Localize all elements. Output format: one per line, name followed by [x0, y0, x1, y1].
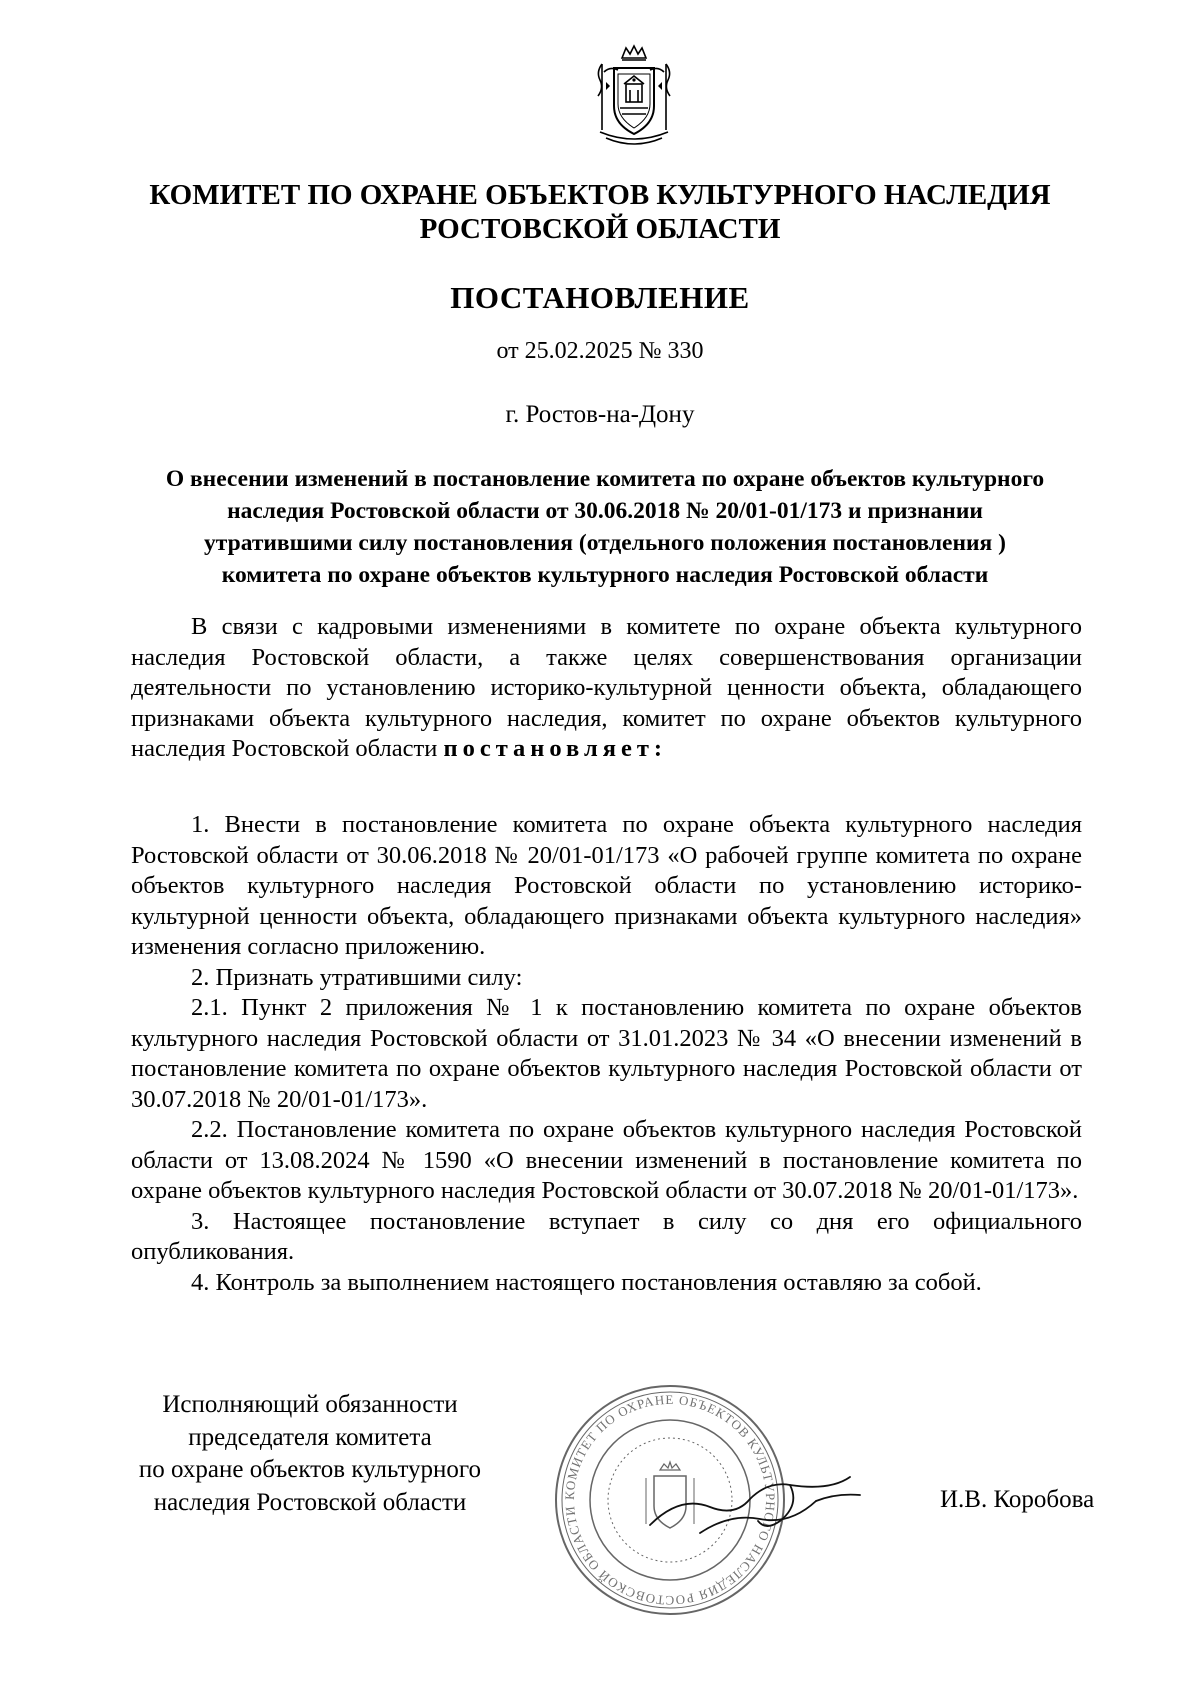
- subject-line-3: утратившими силу постановления (отдельного положения постановления ): [204, 530, 1006, 556]
- signatory-position-line-2: председателя комитета: [188, 1423, 432, 1451]
- signer-name: И.В. Коробова: [940, 1486, 1095, 1513]
- signatory-position-line-1: Исполняющий обязанности: [162, 1391, 458, 1418]
- preamble-paragraph: [131, 612, 1082, 765]
- organization-name-line-2: РОСТОВСКОЙ ОБЛАСТИ: [419, 213, 781, 245]
- item-4: 4. Контроль за выполнением настоящего постановления оставляю за собой.: [191, 1268, 982, 1296]
- subject-line-4: комитета по охране объектов культурного наследия Ростовской области: [221, 562, 989, 588]
- document-subject: [130, 463, 1080, 591]
- organization-name: [0, 178, 1200, 246]
- document-date-number: от 25.02.2025 № 330: [496, 338, 704, 364]
- signatory-position: [100, 1389, 520, 1519]
- seal-ring-text: КОМИТЕТ ПО ОХРАНЕ ОБЪЕКТОВ КУЛЬТУРНОГО НАСЛЕДИЯ РОСТОВСКОЙ ОБЛАСТИ: [561, 1391, 779, 1609]
- item-2: 2. Признать утратившими силу:: [191, 963, 523, 991]
- preamble-text: В связи с кадровыми изменениями в комитете по охране объекта культурного наследия Ростовской области, а также целях совершенствования организации деятельности по установлению историко-культурной ценности объекта, обладающего признаками объекта культурного наследия, комитет по охране объектов культурного наследия Ростовской области: [131, 613, 1082, 762]
- coat-of-arms-icon: [590, 42, 678, 148]
- item-3: 3. Настоящее постановление вступает в силу со дня его официального опубликования.: [131, 1207, 1082, 1265]
- signatory-position-line-3: по охране объектов культурного: [138, 1456, 482, 1483]
- document-city: г. Ростов-на-Дону: [505, 401, 695, 428]
- handwritten-signature: [640, 1455, 870, 1555]
- decree-word: постановляет:: [443, 735, 668, 762]
- organization-name-line-1: КОМИТЕТ ПО ОХРАНЕ ОБЪЕКТОВ КУЛЬТУРНОГО НАСЛЕДИЯ: [149, 179, 1051, 211]
- subject-line-2: наследия Ростовской области от 30.06.2018 № 20/01-01/173 и признании: [227, 498, 983, 524]
- item-2-2: 2.2. Постановление комитета по охране объектов культурного наследия Ростовской области от 13.08.2024 № 1590 «О внесении изменений в постановление комитета по охране объектов культурного наследия Ростовской области от 30.07.2018 № 20/01-01/173».: [131, 1116, 1082, 1204]
- document-type: ПОСТАНОВЛЕНИЕ: [450, 280, 750, 315]
- preamble: [131, 612, 1082, 765]
- item-2-1: 2.1. Пункт 2 приложения № 1 к постановлению комитета по охране объектов культурного наследия Ростовской области от 31.01.2023 № 34 «О внесении изменений в постановление комитета по охране объектов культурного наследия Ростовской области от 30.07.2018 № 20/01-01/173».: [131, 994, 1082, 1113]
- signatory-position-line-4: наследия Ростовской области: [153, 1488, 467, 1516]
- item-1: 1. Внести в постановление комитета по охране объекта культурного наследия Ростовской области от 30.06.2018 № 20/01-01/173 «О рабочей группе комитета по охране объектов культурного наследия Ростовской области по установлению историко-культурной ценности объекта, обладающего признаками объекта культурного наследия» изменения согласно приложению.: [131, 811, 1082, 960]
- resolution-items: [131, 810, 1082, 1298]
- subject-line-1: О внесении изменений в постановление комитета по охране объектов культурного: [165, 466, 1045, 492]
